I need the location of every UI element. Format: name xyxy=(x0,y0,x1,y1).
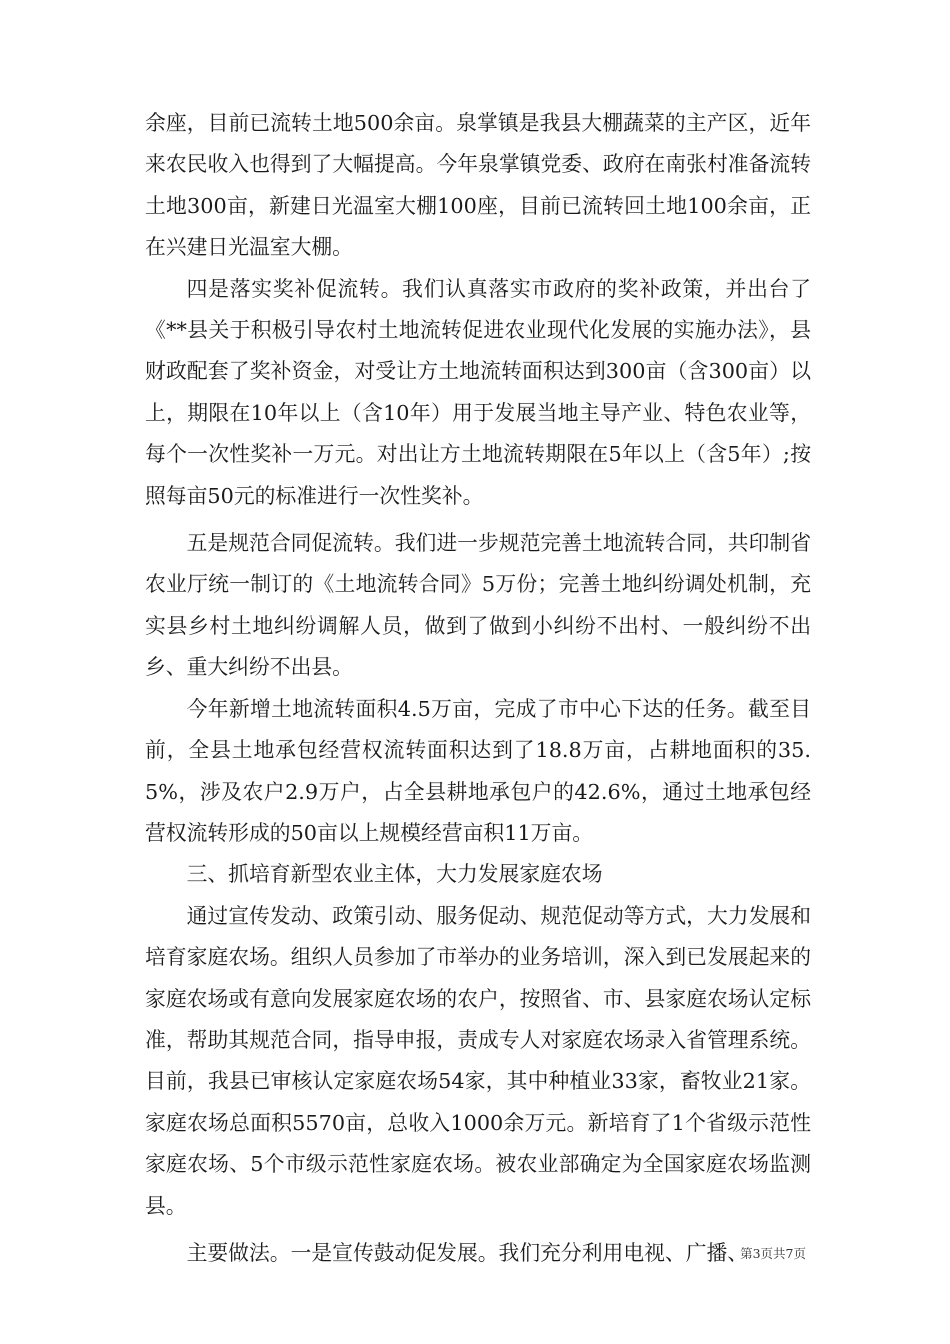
paragraph-continuation: 余座，目前已流转土地500余亩。泉掌镇是我县大棚蔬菜的主产区，近年来农民收入也得到了大幅提高。今年泉掌镇党委、政府在南张村准备流转土地300亩，新建日光温室大棚100座，目前已流转回土地100余亩，正在兴建日光温室大棚。 xyxy=(145,111,811,260)
paragraph-family-farms: 通过宣传发动、政策引动、服务促动、规范促动等方式，大力发展和培育家庭农场。组织人员参加了市举办的业务培训，深入到已发展起来的家庭农场或有意向发展家庭农场的农户，按照省、市、县家庭农场认定标准，帮助其规范合同，指导申报，责成专人对家庭农场录入省管理系统。目前，我县已审核认定家庭农场54家，其中种植业33家，畜牧业21家。家庭农场总面积5570亩，总收入1000余万元。新培育了1个省级示范性家庭农场、5个市级示范性家庭农场。被农业部确定为全国家庭农场监测县。 xyxy=(145,903,811,1218)
paragraph-statistics: 今年新增土地流转面积4.5万亩，完成了市中心下达的任务。截至目前，全县土地承包经营权流转面积达到了18.8万亩，占耕地面积的35.5%，涉及农户2.9万户，占全县耕地承包户的42.6%，通过土地承包经营权流转形成的50亩以上规模经营亩积11万亩。 xyxy=(145,696,811,845)
paragraph-contract: 五是规范合同促流转。我们进一步规范完善土地流转合同，共印制省农业厅统一制订的《土地流转合同》5万份；完善土地纠纷调处机制，充实县乡村土地纠纷调解人员，做到了做到小纠纷不出村、一般纠纷不出乡、重大纠纷不出县。 xyxy=(145,531,811,680)
paragraph-subsidy: 四是落实奖补促流转。我们认真落实市政府的奖补政策，并出台了《**县关于积极引导农村土地流转促进农业现代化发展的实施办法》，县财政配套了奖补资金，对受让方土地流转面积达到300亩（含300亩）以上，期限在10年以上（含10年）用于发展当地主导产业、特色农业等，每个一次性奖补一万元。对出让方土地流转期限在5年以上（含5年）;按照每亩50元的标准进行一次性奖补。 xyxy=(145,276,811,508)
paragraph-main-methods: 主要做法。一是宣传鼓动促发展。我们充分利用电视、广播、 xyxy=(186,1240,749,1265)
page-number: 第3页共7页 xyxy=(740,1246,806,1261)
document-body xyxy=(145,103,811,1274)
section-heading: 三、抓培育新型农业主体，大力发展家庭农场 xyxy=(186,862,603,887)
